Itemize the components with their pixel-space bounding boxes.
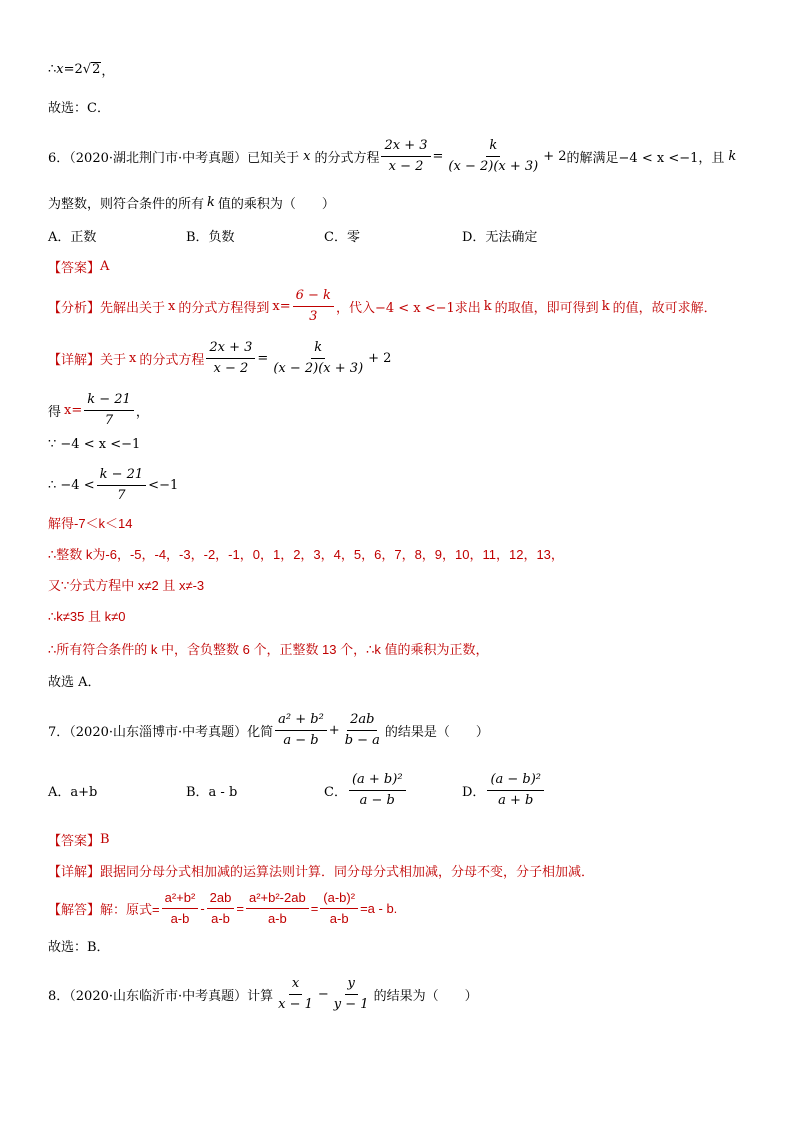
all-line: ∴所有符合条件的 k 中，含负整数 6 个，正整数 13 个，∴k 值的乘积为正数， — [48, 642, 489, 657]
integers-line: ∴整数 k为-6，-5，-4，-3，-2，-1，0，1，2，3，4，5，6，7，8，9，10，11，12，13， — [48, 547, 564, 562]
option-d: D．无法确定 — [462, 230, 538, 245]
fraction: $\frac{k}{(x - 2)(x + 3)}$ — [273, 340, 364, 376]
fraction: $\frac{2x + 3}{x - 2}$ — [206, 340, 255, 377]
answer-7: 【答案】 B — [48, 832, 110, 849]
because-line: ∵ −4 < x <−1 — [48, 437, 141, 452]
k-not-equal-line: ∴k≠35 且 k≠0 — [48, 609, 126, 624]
question-6: 6．（2020·湖北荆门市·中考真题）已知关于 x 的分式方程 $\frac{2x + 3}{x - 2}$ = $\frac{k}{(x - 2)(x + 3)}$ + 2 的解满足−4 < x <−1，且 k — [48, 138, 737, 174]
question-7-options — [48, 772, 546, 809]
choose-a: 故选 A． — [48, 675, 101, 690]
option-c: C．零 — [324, 230, 360, 245]
line-x-value: ∴ x =2 √ 2 ， — [48, 62, 115, 79]
fraction: $\frac{k}{(x - 2)(x + 3)}$ — [448, 138, 539, 174]
fraction: $\frac{k - 21}{7}$ — [97, 467, 147, 504]
option-c: C． $\frac{\text{(a + b)²}}{a - b}$ — [324, 772, 462, 809]
question-6-line2: 为整数，则符合条件的所有 k 值的乘积为（ ） — [48, 195, 335, 212]
option-b: B．a - b — [186, 785, 238, 800]
fraction: $\frac{\text{(a-b)²}}{a-b}$ — [320, 890, 358, 927]
question-7: 7．（2020·山东淄博市·中考真题）化简 $\frac{\text{a² + b²}}{a - b}$ + $\frac{2ab}{b - a}$ 的结果是（ ） — [48, 712, 489, 748]
option-a: A．正数 — [48, 230, 97, 245]
question-8: 8．（2020·山东临沂市·中考真题）计算 $\frac{x}{x - 1}$ − $\frac{y}{y - 1}$ 的结果为（ ） — [48, 976, 478, 1012]
fraction: $\frac{\text{(a − b)²}}{a + b}$ — [487, 772, 544, 809]
detail-7: 【详解】 跟据同分母分式相加减的运算法则计算．同分母分式相加减，分母不变，分子相加减． — [48, 865, 595, 880]
sqrt-symbol: √ 2 — [82, 62, 101, 77]
answer-6: 【答案】 A — [48, 259, 110, 276]
fraction: $\frac{y}{y - 1}$ — [333, 976, 369, 1012]
therefore-line: ∴ −4 < $\frac{k - 21}{7}$ <−1 — [48, 467, 179, 503]
fraction: $\frac{2ab}{b - a}$ — [344, 712, 380, 748]
question-6-options — [48, 226, 537, 245]
analysis-6: 【分析】 先解出关于 x 的分式方程得到 x= $\frac{6 - k}{3}$ ，代入−4 < x <−1求出 k 的取值，即可得到 k 的值，故可求解． — [48, 288, 717, 324]
fraction: $\frac{k - 21}{7}$ — [84, 392, 134, 429]
solution-7: 【解答】 解：原式= $\frac{\text{a²+b²}}{a-b}$ - $\frac{2ab}{a-b}$ = $\frac{\text{a²+b²-2ab}}{a-b}$ = $\frac{\text{(a-b)²}}{a-b}$ =a - b. — [48, 890, 398, 926]
choose-b: 故选：B． — [48, 940, 110, 955]
fraction: $\frac{\text{a²+b²-2ab}}{a-b}$ — [246, 890, 309, 927]
fraction: $\frac{\text{a² + b²}}{a - b}$ — [275, 712, 327, 749]
fraction: $\frac{2x + 3}{x - 2}$ — [381, 138, 430, 175]
fraction: $\frac{\text{(a + b)²}}{a - b}$ — [349, 772, 406, 809]
option-b: B．负数 — [186, 230, 235, 245]
fraction: $\frac{6 - k}{3}$ — [293, 288, 334, 325]
detail-6: 【详解】 关于 x 的分式方程 $\frac{2x + 3}{x - 2}$ = $\frac{k}{(x - 2)(x + 3)}$ + 2 — [48, 340, 392, 376]
fraction: $\frac{2ab}{a-b}$ — [207, 890, 235, 927]
option-d: D． $\frac{\text{(a − b)²}}{a + b}$ — [462, 772, 546, 809]
derive-x: 得 x= $\frac{k - 21}{7}$ ， — [48, 392, 149, 428]
choose-c: 故选：C． — [48, 101, 110, 116]
option-a: A．a+b — [48, 785, 98, 800]
fraction: $\frac{\text{a²+b²}}{a-b}$ — [162, 890, 199, 927]
solve-line: 解得-7＜k＜14 — [48, 516, 133, 531]
fraction: $\frac{x}{x - 1}$ — [278, 976, 313, 1012]
also-line: 又∵分式方程中 x≠2 且 x≠-3 — [48, 578, 205, 593]
